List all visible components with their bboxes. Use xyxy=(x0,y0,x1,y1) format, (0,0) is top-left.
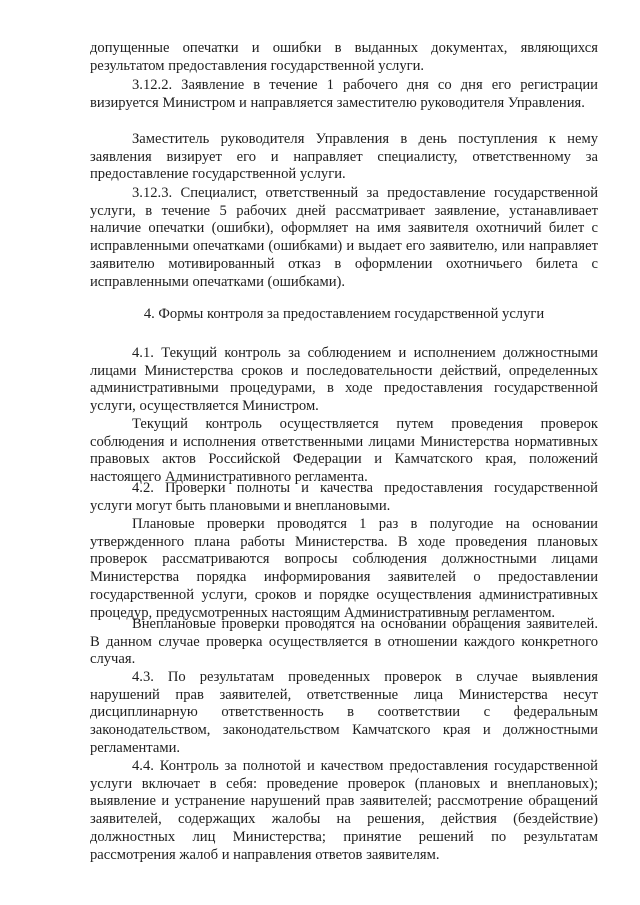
paragraph-4-2: 4.2. Проверки полноты и качества предоставления государственной услуги могут быть плановыми и внеплановыми. xyxy=(90,480,598,514)
paragraph-3-12-3: 3.12.3. Специалист, ответственный за предоставление государственной услуги, в течение 5 рабочих дней рассматривает заявление, устанавливает наличие опечатки (ошибки), оформляет на имя заявителя охотничий билет с исправленными опечатками (ошибками) и выдает его заявителю, или направляет заявителю мотивированный отказ в оформлении охотничьего билета с исправленными опечатками (ошибками). xyxy=(90,185,598,290)
paragraph-current-control: Текущий контроль осуществляется путем проведения проверок соблюдения и исполнения ответственными лицами Министерства нормативных правовых актов Российской Федерации и Камчатского края, положений настоящего Административного регламента. xyxy=(90,416,598,486)
paragraph-deputy-head: Заместитель руководителя Управления в день поступления к нему заявления визирует его и направляет специалисту, ответственному за предоставление государственной услуги. xyxy=(90,131,598,183)
section-heading-4: 4. Формы контроля за предоставлением государственной услуги xyxy=(143,306,545,322)
paragraph-planned-checks: Плановые проверки проводятся 1 раз в полугодие на основании утвержденного плана работы Министерства. В ходе проведения плановых проверок рассматриваются вопросы соблюдения должностными лицами Министерства порядка информирования заявителей о предоставлении государственной услуги, сроков и порядке осуществления административных процедур, предусмотренных настоящим Административным регламентом. xyxy=(90,516,598,621)
paragraph-4-4: 4.4. Контроль за полнотой и качеством предоставления государственной услуги включает в себя: проведение проверок (плановых и внеплановых); выявление и устранение нарушений прав заявителей; рассмотрение обращений заявителей, содержащих жалобы на решения, действия (бездействие) должностных лиц Министерства; принятие решений по результатам рассмотрения жалоб и направления ответов заявителям. xyxy=(90,758,598,863)
paragraph-unplanned-checks: Внеплановые проверки проводятся на основании обращения заявителей. В данном случае проверка осуществляется в отношении каждого конкретного случая. xyxy=(90,616,598,668)
paragraph-4-1: 4.1. Текущий контроль за соблюдением и исполнением должностными лицами Министерства сроков и последовательности действий, определенных административными процедурами, в ходе предоставления государственной услуги, осуществляется Министром. xyxy=(90,345,598,415)
paragraph-3-12-2: 3.12.2. Заявление в течение 1 рабочего дня со дня его регистрации визируется Министром и направляется заместителю руководителя Управления. xyxy=(90,77,598,111)
paragraph-continuation: допущенные опечатки и ошибки в выданных документах, являющихся результатом предоставления государственной услуги. xyxy=(90,40,598,74)
paragraph-4-3: 4.3. По результатам проведенных проверок в случае выявления нарушений прав заявителей, ответственные лица Министерства несут дисциплинарную ответственность в соответствии с федеральным законодательством, законодательством Камчатского края и должностными регламентами. xyxy=(90,669,598,756)
